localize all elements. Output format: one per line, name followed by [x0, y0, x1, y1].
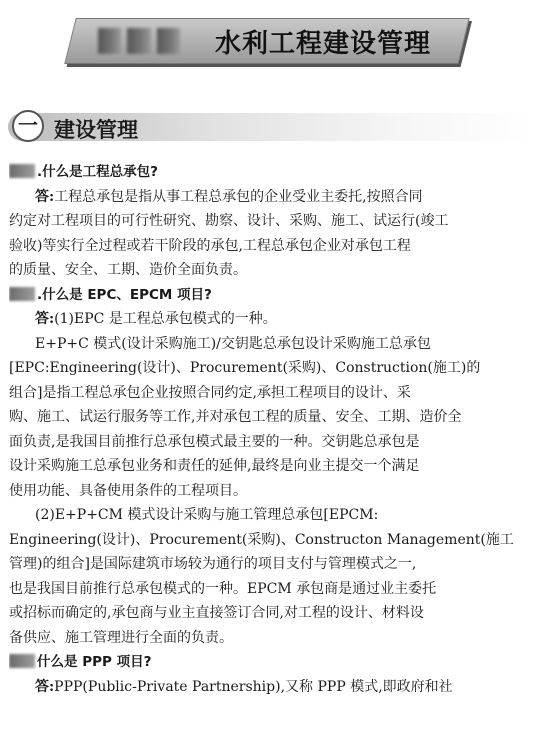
- question-text: 什么是 PPP 项目?: [37, 654, 152, 670]
- chapter-number-redacted: [98, 28, 180, 54]
- answer-line: E+P+C 模式(设计采购施工)/交钥匙总承包设计采购施工总承包: [35, 335, 431, 352]
- document-body: [9, 160, 534, 699]
- answer-line: [9, 185, 534, 210]
- answer-line: Engineering(设计)、Procurement(采购)、Constructon Management(施工: [9, 531, 514, 548]
- answer-line: 使用功能、具备使用条件的工程项目。: [9, 482, 247, 499]
- answer-line: 购、施工、试运行服务等工作,并对承包工程的质量、安全、工期、造价全: [9, 409, 462, 425]
- answer-line: 约定对工程项目的可行性研究、勘察、设计、采购、施工、试运行(竣工: [9, 213, 449, 229]
- answer-line: 验收)等实行全过程或若干阶段的承包,工程总承包企业对承包工程: [9, 237, 411, 254]
- question-2: [9, 283, 534, 308]
- answer-line: 面负责,是我国目前推行总承包模式最主要的一种。交钥匙总承包是: [9, 433, 420, 450]
- answer-text: (1)EPC 是工程总承包模式的一种。: [54, 311, 277, 327]
- answer-text: PPP(Public-Private Partnership),又称 PPP 模式,即政府和社: [54, 678, 453, 695]
- section-title: 建设管理: [54, 118, 138, 142]
- chapter-title: 水利工程建设管理: [215, 29, 432, 59]
- answer-line: 管理)的组合]是国际建筑市场较为通行的项目支付与管理模式之一,: [9, 556, 417, 572]
- question-number-redacted: [9, 654, 35, 668]
- answer-line: 组合]是指工程总承包企业按照合同约定,承担工程项目的设计、采: [9, 384, 411, 401]
- answer-line: 或招标而确定的,承包商与业主直接签订合同,对工程的设计、材料设: [9, 605, 424, 621]
- question-text: 什么是工程总承包?: [42, 164, 158, 180]
- section-heading: [8, 113, 533, 141]
- answer-text: 工程总承包是指从事工程总承包的企业受业主委托,按照合同: [54, 188, 423, 205]
- answer-line: [9, 307, 534, 332]
- question-number: .: [37, 164, 43, 180]
- question-number: .: [37, 286, 43, 303]
- question-text: 什么是 EPC、EPCM 项目?: [42, 286, 212, 303]
- answer-label: 答:: [35, 678, 55, 695]
- question-number-redacted: [9, 164, 35, 178]
- answer-line: 设计采购施工总承包业务和责任的延伸,最终是向业主提交一个满足: [9, 458, 420, 474]
- answer-label: 答:: [35, 188, 55, 205]
- section-number: 一: [12, 110, 44, 142]
- question-number-redacted: [9, 287, 35, 301]
- answer-line: 的质量、安全、工期、造价全面负责。: [9, 262, 247, 278]
- answer-line: 备供应、施工管理进行全面的负责。: [9, 629, 233, 646]
- answer-line: 也是我国目前推行总承包模式的一种。EPCM 承包商是通过业主委托: [9, 580, 437, 597]
- question-1: [9, 160, 534, 185]
- answer-line: (2)E+P+CM 模式设计采购与施工管理总承包[EPCM:: [35, 507, 379, 523]
- answer-line: [EPC:Engineering(设计)、Procurement(采购)、Construction(施工)的: [9, 360, 481, 376]
- answer-label: 答:: [35, 311, 55, 327]
- question-3: [9, 650, 534, 675]
- answer-line: [9, 675, 534, 700]
